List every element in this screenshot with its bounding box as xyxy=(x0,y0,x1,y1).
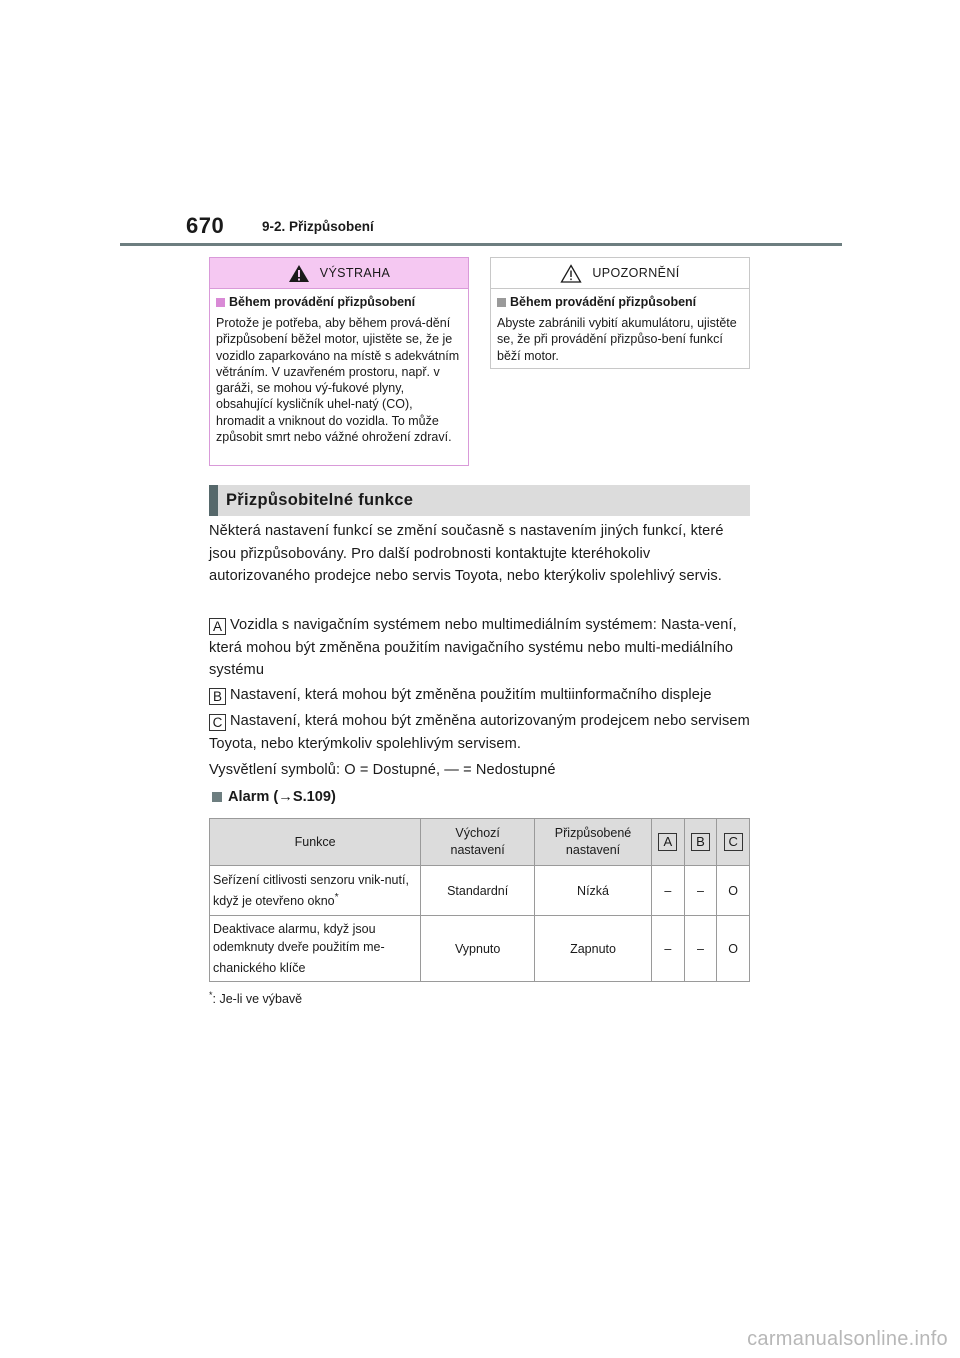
row-default: Vypnuto xyxy=(421,916,535,982)
header-default xyxy=(421,819,535,866)
row-function xyxy=(210,916,421,982)
header-b-letter: B xyxy=(691,833,710,851)
alarm-heading-text[interactable]: Alarm (→S.109) xyxy=(228,789,336,805)
footnote xyxy=(209,990,302,1006)
header-custom xyxy=(535,819,652,866)
legend-c-letter: C xyxy=(209,714,226,731)
warning-title: VÝSTRAHA xyxy=(319,266,391,280)
legend-a-text: Vozidla s navigačním systémem nebo multimediálním systémem: Nasta-vení, která mohou být změněna použitím navigačního systému nebo multi-mediálního systému xyxy=(209,617,737,678)
header-c xyxy=(717,819,750,866)
table-header-row xyxy=(210,819,750,866)
row-c: O xyxy=(717,866,750,916)
page-number: 670 xyxy=(186,213,225,238)
header-a-letter: A xyxy=(658,833,677,851)
caution-triangle-icon xyxy=(560,264,582,283)
footnote-marker: * xyxy=(334,891,339,903)
header-function: Funkce xyxy=(210,819,421,866)
row-function-text: Deaktivace alarmu, když jsou odemknuty dveře použitím me-chanického klíče xyxy=(213,922,385,976)
caution-subtitle xyxy=(497,295,743,309)
section-heading: Přizpůsobitelné funkce xyxy=(209,485,750,516)
row-a: – xyxy=(652,916,685,982)
warning-box-header xyxy=(210,258,468,289)
section-label: 9-2. Přizpůsobení xyxy=(262,219,374,234)
warning-text: Protože je potřeba, aby během prová-dění přizpůsobení běžel motor, ujistěte se, že je vozidlo zaparkováno na místě s adekvátním větráním. V uzavřeném prostoru, např. v garáži, se mohou vý-fukové plyny, obsahující kysličník uhel-natý (CO), hromadit a vniknout do vozidla. To může způsobit smrt nebo vážné ohrožení zdraví. xyxy=(216,316,460,445)
footnote-marker: * xyxy=(209,990,213,1000)
legend-b-letter: B xyxy=(209,688,226,705)
symbols-explanation: Vysvětlení symbolů: O = Dostupné, — = Nedostupné xyxy=(209,762,556,778)
row-custom: Nízká xyxy=(535,866,652,916)
footnote-text: : Je-li ve výbavě xyxy=(212,992,303,1007)
caution-subtitle-text: Během provádění přizpůsobení xyxy=(510,295,697,309)
warning-subtitle-text: Během provádění přizpůsobení xyxy=(229,295,416,309)
row-b: – xyxy=(684,916,717,982)
legend-c xyxy=(209,710,754,755)
header-default-line1: Výchozí xyxy=(455,826,500,840)
square-bullet-icon xyxy=(497,298,506,307)
header-custom-line2: nastavení xyxy=(565,843,621,857)
header-c-letter: C xyxy=(724,833,743,851)
square-bullet-icon xyxy=(216,298,225,307)
intro-paragraph: Některá nastavení funkcí se změní současně s nastavením jiných funkcí, které jsou přizpůsobovány. Pro další podrobnosti kontaktujte kteréhokoliv autorizovaného prodejce nebo servis Toyota, nebo kterýkoliv spolehlivý servis. xyxy=(209,523,724,584)
legend-a-letter: A xyxy=(209,618,226,635)
header-rule xyxy=(120,243,842,246)
warning-box xyxy=(209,257,469,466)
caution-box-header xyxy=(491,258,749,289)
table-row xyxy=(210,916,750,982)
legend-b xyxy=(209,684,754,707)
row-b: – xyxy=(684,866,717,916)
caution-title: UPOZORNĚNÍ xyxy=(592,266,680,280)
warning-subtitle xyxy=(216,295,462,309)
header-custom-line1: Přizpůsobené xyxy=(554,826,632,840)
legend-c-text: Nastavení, která mohou být změněna autorizovaným prodejcem nebo servisem Toyota, nebo kterýmkoliv spolehlivým servisem. xyxy=(209,713,750,752)
row-default: Standardní xyxy=(421,866,535,916)
row-function xyxy=(210,866,421,916)
header-a xyxy=(652,819,685,866)
alarm-heading[interactable] xyxy=(212,789,336,805)
watermark: carmanualsonline.info xyxy=(747,1328,948,1350)
row-a: – xyxy=(652,866,685,916)
legend-a xyxy=(209,614,754,682)
warning-triangle-icon xyxy=(288,264,310,283)
features-table xyxy=(209,818,750,982)
header-b xyxy=(684,819,717,866)
row-custom: Zapnuto xyxy=(535,916,652,982)
square-bullet-icon xyxy=(212,792,222,802)
caution-box xyxy=(490,257,750,369)
header-default-line2: nastavení xyxy=(450,843,505,857)
row-c: O xyxy=(717,916,750,982)
row-function-text: Seřízení citlivosti senzoru vnik-nutí, když je otevřeno okno xyxy=(213,872,409,909)
caution-text: Abyste zabránili vybití akumulátoru, ujistěte se, že při provádění přizpůso-bení funkcí běží motor. xyxy=(497,316,737,363)
table-row xyxy=(210,866,750,916)
legend-b-text: Nastavení, která mohou být změněna použitím multiinformačního displeje xyxy=(230,687,712,703)
